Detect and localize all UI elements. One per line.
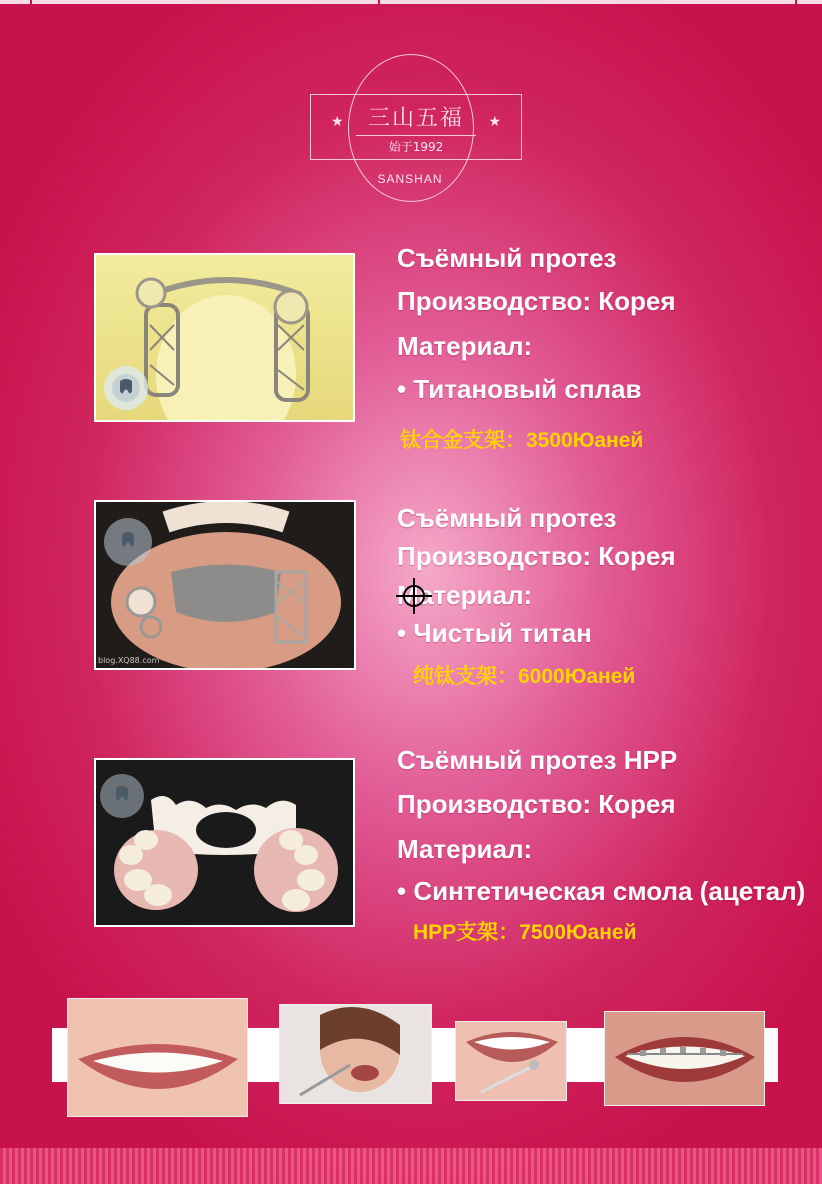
product-3-material: • Синтетическая смола (ацетал) xyxy=(397,876,806,906)
product-1-origin: Производство: Корея xyxy=(397,286,676,316)
logo-subtitle: 始于1992 xyxy=(388,140,444,154)
bottom-decor xyxy=(0,1148,822,1184)
crosshair-icon xyxy=(396,578,432,614)
product-3-origin: Производство: Корея xyxy=(397,789,676,819)
product-1-name: Съёмный протез xyxy=(397,243,617,273)
product-1-price: 钛合金支架：3500Юаней xyxy=(400,429,644,452)
dental-exam-photo xyxy=(279,1004,432,1104)
product-2-origin: Производство: Корея xyxy=(397,541,676,571)
product-photo-titanium-alloy xyxy=(94,253,355,422)
tooth-badge-icon xyxy=(100,774,144,818)
braces-photo xyxy=(604,1011,765,1106)
product-photo-hpp xyxy=(94,758,355,927)
star-icon: ★ xyxy=(488,113,501,129)
dental-mirror-photo xyxy=(455,1021,567,1101)
product-3-material-label: Материал: xyxy=(397,834,533,864)
product-2-name: Съёмный протез xyxy=(397,503,617,533)
smile-photo xyxy=(67,998,248,1117)
product-3-name: Съёмный протез HPP xyxy=(397,745,678,775)
product-1-material-label: Материал: xyxy=(397,331,533,361)
product-2-price: 纯钛支架：6000Юаней xyxy=(413,665,636,688)
product-photo-pure-titanium xyxy=(94,500,356,670)
product-1-material: • Титановый сплав xyxy=(397,374,642,404)
product-2-material: • Чистый титан xyxy=(397,618,592,648)
star-icon: ★ xyxy=(331,113,344,129)
logo-divider xyxy=(356,135,476,136)
product-2-material-label: Материал: xyxy=(397,580,533,610)
tooth-badge-icon xyxy=(104,518,152,566)
logo-title: 三山五福 xyxy=(367,106,464,131)
logo-brand: SANSHAN xyxy=(377,172,443,186)
top-border xyxy=(0,0,822,4)
tooth-badge-icon xyxy=(104,366,148,410)
photo-watermark: blog.XQ88.com xyxy=(98,656,160,665)
logo-box xyxy=(310,94,522,160)
product-3-price: HPP支架：7500Юаней xyxy=(413,921,637,944)
